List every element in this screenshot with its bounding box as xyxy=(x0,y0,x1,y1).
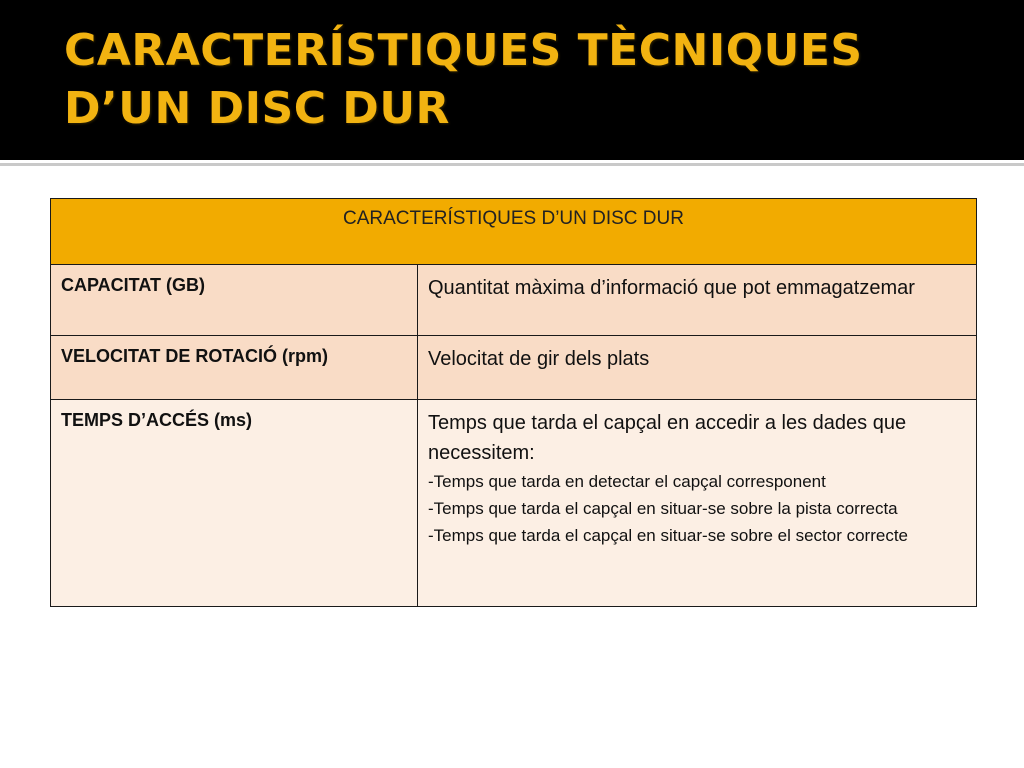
row-label-rotation-speed: VELOCITAT DE ROTACIÓ (rpm) xyxy=(51,336,418,400)
access-time-sub-item: -Temps que tarda el capçal en situar-se sobre el sector correcte xyxy=(428,526,909,545)
row-label-access-time: TEMPS D’ACCÉS (ms) xyxy=(51,400,418,607)
row-description-capacity: Quantitat màxima d’informació que pot emmagatzemar xyxy=(418,265,977,336)
slide-title-line-2: D’UN DISC DUR xyxy=(64,83,450,134)
table-header: CARACTERÍSTIQUES D’UN DISC DUR xyxy=(51,199,977,265)
table-row xyxy=(51,265,977,336)
access-time-sub-item: -Temps que tarda en detectar el capçal corresponent xyxy=(428,472,826,491)
slide-title xyxy=(64,22,1004,138)
table-header-row xyxy=(51,199,977,265)
access-time-sub-item: -Temps que tarda el capçal en situar-se sobre la pista correcta xyxy=(428,499,898,518)
title-bar xyxy=(0,0,1024,160)
title-divider xyxy=(0,163,1024,166)
access-time-main-text: Temps que tarda el capçal en accedir a les dades que necessitem: xyxy=(428,412,907,464)
row-description-access-time xyxy=(418,400,977,607)
slide-title-line-1: CARACTERÍSTIQUES TÈCNIQUES xyxy=(64,25,863,76)
row-description-rotation-speed: Velocitat de gir dels plats xyxy=(418,336,977,400)
row-label-capacity: CAPACITAT (GB) xyxy=(51,265,418,336)
table-row xyxy=(51,336,977,400)
characteristics-table xyxy=(50,198,977,607)
table-row xyxy=(51,400,977,607)
